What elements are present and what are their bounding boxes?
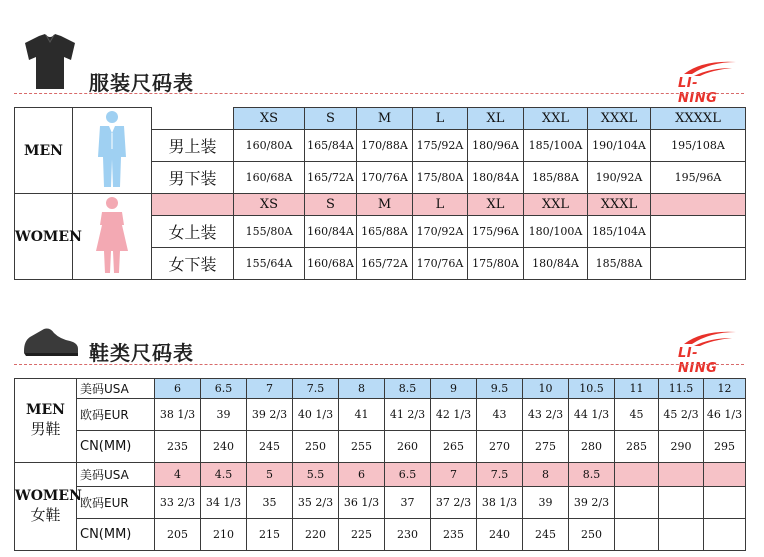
size-cell: 165/72A [305, 162, 357, 194]
size-cell: 190/104A [588, 130, 651, 162]
size-cell: 180/96A [468, 130, 524, 162]
eur-size: 36 1/3 [339, 487, 385, 519]
clothing-title: 服装尺码表 [89, 71, 194, 95]
size-header: XL [468, 194, 524, 216]
eur-size: 41 [339, 399, 385, 431]
eur-size: 43 2/3 [523, 399, 569, 431]
size-cell: 165/72A [357, 248, 413, 280]
row-label-usa: 美码USA [77, 463, 155, 487]
usa-size: 6 [339, 463, 385, 487]
size-header: XXL [524, 194, 588, 216]
women-label: WOMEN [15, 194, 73, 280]
size-header: XXL [524, 108, 588, 130]
eur-size: 37 [385, 487, 431, 519]
size-header: XS [234, 108, 305, 130]
woman-figure [73, 194, 152, 280]
eur-size: 39 2/3 [569, 487, 615, 519]
usa-size: 8 [523, 463, 569, 487]
man-icon [92, 109, 132, 189]
cn-size: 250 [569, 519, 615, 551]
usa-size: 7.5 [477, 463, 523, 487]
shoes-title: 鞋类尺码表 [89, 341, 194, 365]
cn-size: 235 [155, 431, 201, 463]
brand-text: LI-NING [678, 76, 718, 106]
size-cell: 160/68A [305, 248, 357, 280]
size-header: XL [468, 108, 524, 130]
clothing-size-table [14, 107, 746, 280]
row-label-cn: CN(MM) [77, 431, 155, 463]
size-header: L [413, 108, 468, 130]
cn-size: 275 [523, 431, 569, 463]
men-shoe-label [15, 379, 77, 463]
size-cell: 175/80A [413, 162, 468, 194]
size-cell: 180/84A [468, 162, 524, 194]
usa-size: 4 [155, 463, 201, 487]
usa-size: 5 [247, 463, 293, 487]
li-ning-swoosh-icon [680, 328, 740, 348]
cn-size: 210 [201, 519, 247, 551]
size-cell: 165/88A [357, 216, 413, 248]
size-header: L [413, 194, 468, 216]
size-cell: 180/100A [524, 216, 588, 248]
row-label-usa: 美码USA [77, 379, 155, 399]
cn-size: 240 [477, 519, 523, 551]
women-shoe-label-cn: 女鞋 [30, 506, 61, 524]
shoe-icon [20, 323, 82, 359]
cn-size: 245 [247, 431, 293, 463]
eur-size: 33 2/3 [155, 487, 201, 519]
eur-size: 38 1/3 [155, 399, 201, 431]
cn-size: 280 [569, 431, 615, 463]
eur-size [659, 487, 704, 519]
row-label: 男上装 [152, 130, 234, 162]
cn-size: 255 [339, 431, 385, 463]
li-ning-swoosh-icon [680, 58, 740, 78]
usa-size: 4.5 [201, 463, 247, 487]
cn-size [615, 519, 659, 551]
size-header: XS [234, 194, 305, 216]
size-cell: 160/84A [305, 216, 357, 248]
size-cell: 185/88A [588, 248, 651, 280]
cn-size: 290 [659, 431, 704, 463]
eur-size: 44 1/3 [569, 399, 615, 431]
size-header: XXXL [588, 194, 651, 216]
men-shoe-label-en: MEN [26, 402, 65, 418]
size-cell: 160/80A [234, 130, 305, 162]
usa-size: 6.5 [385, 463, 431, 487]
eur-size: 42 1/3 [431, 399, 477, 431]
row-label-cn: CN(MM) [77, 519, 155, 551]
cn-size: 295 [704, 431, 746, 463]
woman-icon [92, 195, 132, 275]
cn-size [704, 519, 746, 551]
size-header: XXXL [588, 108, 651, 130]
divider [14, 93, 744, 94]
size-cell: 170/76A [357, 162, 413, 194]
cn-size: 265 [431, 431, 477, 463]
size-cell: 175/92A [413, 130, 468, 162]
eur-size: 38 1/3 [477, 487, 523, 519]
size-cell: 180/84A [524, 248, 588, 280]
row-label: 女上装 [152, 216, 234, 248]
eur-size: 35 [247, 487, 293, 519]
cn-size: 235 [431, 519, 477, 551]
usa-size: 11.5 [659, 379, 704, 399]
usa-size [615, 463, 659, 487]
women-shoe-label-en: WOMEN [15, 488, 82, 504]
size-header: M [357, 108, 413, 130]
size-cell: 195/108A [651, 130, 746, 162]
row-label-eur: 欧码EUR [77, 487, 155, 519]
tshirt-icon [22, 33, 78, 91]
cn-size: 220 [293, 519, 339, 551]
size-header: M [357, 194, 413, 216]
usa-size: 7 [431, 463, 477, 487]
eur-size: 34 1/3 [201, 487, 247, 519]
size-cell: 160/68A [234, 162, 305, 194]
usa-size: 5.5 [293, 463, 339, 487]
divider [14, 364, 744, 365]
usa-size: 11 [615, 379, 659, 399]
usa-size: 7 [247, 379, 293, 399]
size-cell: 185/104A [588, 216, 651, 248]
size-cell: 195/96A [651, 162, 746, 194]
cn-size: 260 [385, 431, 431, 463]
men-shoe-label-cn: 男鞋 [30, 420, 61, 438]
usa-size: 10.5 [569, 379, 615, 399]
shoe-size-table [14, 378, 746, 551]
size-cell: 170/88A [357, 130, 413, 162]
eur-size: 35 2/3 [293, 487, 339, 519]
size-cell: 155/80A [234, 216, 305, 248]
usa-size: 8 [339, 379, 385, 399]
eur-size: 46 1/3 [704, 399, 746, 431]
usa-size: 6.5 [201, 379, 247, 399]
cn-size [659, 519, 704, 551]
cn-size: 205 [155, 519, 201, 551]
eur-size [615, 487, 659, 519]
size-cell: 155/64A [234, 248, 305, 280]
size-cell: 175/96A [468, 216, 524, 248]
cn-size: 225 [339, 519, 385, 551]
size-cell: 170/76A [413, 248, 468, 280]
size-cell [651, 216, 746, 248]
cn-size: 230 [385, 519, 431, 551]
eur-size: 39 [523, 487, 569, 519]
brand-text: LI-NING [678, 346, 718, 376]
row-label: 女下装 [152, 248, 234, 280]
usa-size: 12 [704, 379, 746, 399]
usa-size: 10 [523, 379, 569, 399]
size-cell: 170/92A [413, 216, 468, 248]
usa-size: 7.5 [293, 379, 339, 399]
size-header [651, 194, 746, 216]
cn-size: 245 [523, 519, 569, 551]
eur-size [704, 487, 746, 519]
women-shoe-label [15, 463, 82, 551]
size-cell: 185/100A [524, 130, 588, 162]
eur-size: 41 2/3 [385, 399, 431, 431]
usa-size: 8.5 [569, 463, 615, 487]
usa-size [704, 463, 746, 487]
size-header: XXXXL [651, 108, 746, 130]
size-cell: 165/84A [305, 130, 357, 162]
eur-size: 39 2/3 [247, 399, 293, 431]
usa-size [659, 463, 704, 487]
eur-size: 39 [201, 399, 247, 431]
man-figure [73, 108, 152, 194]
size-header: S [305, 108, 357, 130]
eur-size: 45 [615, 399, 659, 431]
cn-size: 240 [201, 431, 247, 463]
size-cell: 185/88A [524, 162, 588, 194]
eur-size: 40 1/3 [293, 399, 339, 431]
usa-size: 6 [155, 379, 201, 399]
usa-size: 9 [431, 379, 477, 399]
men-label: MEN [15, 108, 73, 194]
size-cell: 190/92A [588, 162, 651, 194]
cn-size: 285 [615, 431, 659, 463]
eur-size: 37 2/3 [431, 487, 477, 519]
cn-size: 215 [247, 519, 293, 551]
row-label-eur: 欧码EUR [77, 399, 155, 431]
size-cell [651, 248, 746, 280]
cn-size: 250 [293, 431, 339, 463]
row-label: 男下装 [152, 162, 234, 194]
eur-size: 43 [477, 399, 523, 431]
cn-size: 270 [477, 431, 523, 463]
usa-size: 9.5 [477, 379, 523, 399]
size-header: S [305, 194, 357, 216]
usa-size: 8.5 [385, 379, 431, 399]
size-cell: 175/80A [468, 248, 524, 280]
eur-size: 45 2/3 [659, 399, 704, 431]
